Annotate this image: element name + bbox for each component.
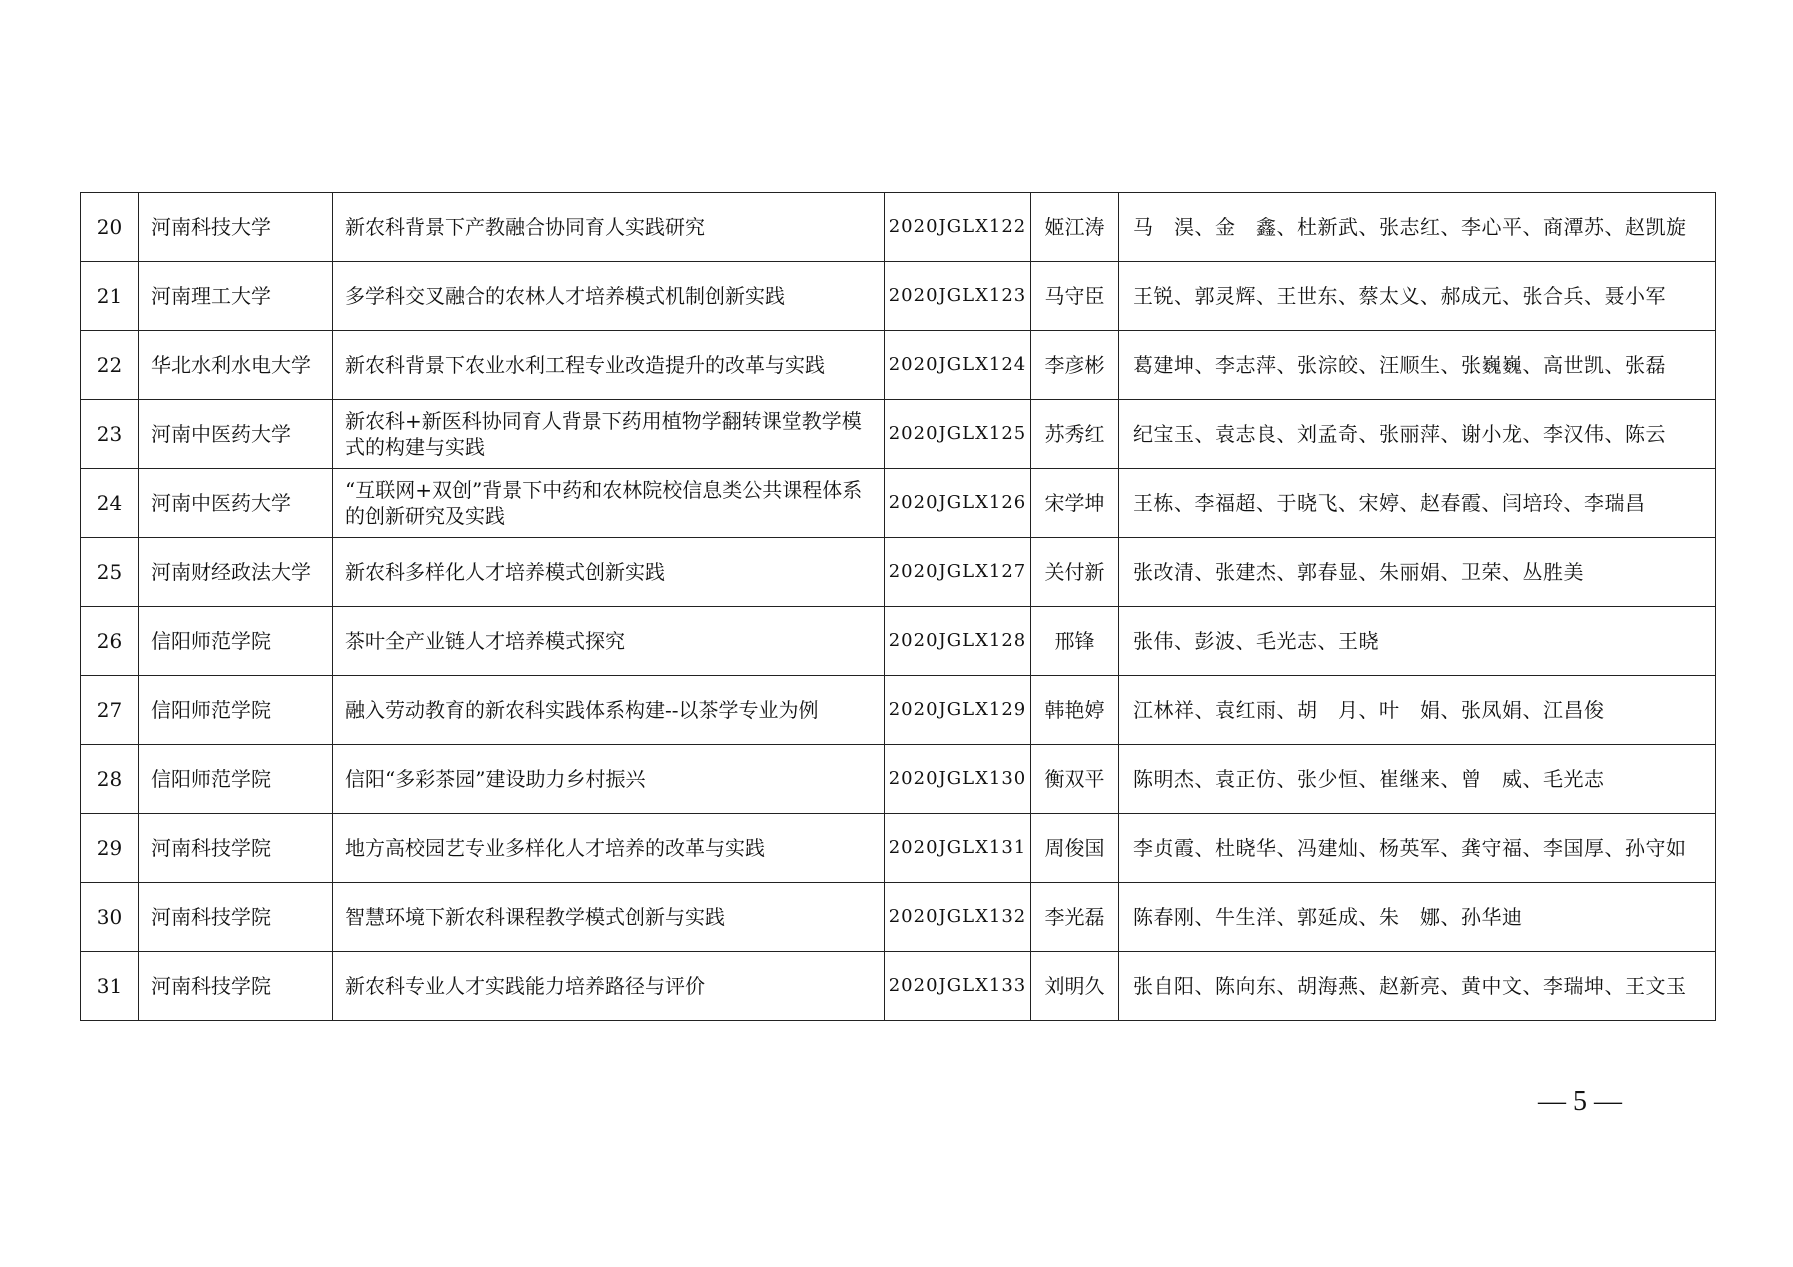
university-name: 河南理工大学	[139, 262, 333, 331]
table-row	[81, 262, 1716, 331]
project-members: 江林祥、袁红雨、胡 月、叶 娟、张凤娟、江昌俊	[1119, 676, 1716, 745]
project-leader: 马守臣	[1031, 262, 1119, 331]
project-code: 2020JGLX122	[885, 193, 1031, 262]
university-name: 河南中医药大学	[139, 469, 333, 538]
project-leader: 衡双平	[1031, 745, 1119, 814]
row-number: 28	[81, 745, 139, 814]
university-name: 信阳师范学院	[139, 676, 333, 745]
table-row	[81, 400, 1716, 469]
project-members: 陈春刚、牛生洋、郭延成、朱 娜、孙华迪	[1119, 883, 1716, 952]
row-number: 22	[81, 331, 139, 400]
row-number: 23	[81, 400, 139, 469]
university-name: 信阳师范学院	[139, 745, 333, 814]
project-code: 2020JGLX128	[885, 607, 1031, 676]
project-members: 张自阳、陈向东、胡海燕、赵新亮、黄中文、李瑞坤、王文玉	[1119, 952, 1716, 1021]
row-number: 29	[81, 814, 139, 883]
row-number: 25	[81, 538, 139, 607]
university-name: 华北水利水电大学	[139, 331, 333, 400]
table-row	[81, 952, 1716, 1021]
project-leader: 李光磊	[1031, 883, 1119, 952]
project-title: 智慧环境下新农科课程教学模式创新与实践	[333, 883, 885, 952]
project-members: 张伟、彭波、毛光志、王晓	[1119, 607, 1716, 676]
project-title: “互联网+双创”背景下中药和农林院校信息类公共课程体系的创新研究及实践	[333, 469, 885, 538]
project-members: 葛建坤、李志萍、张淙皎、汪顺生、张巍巍、高世凯、张磊	[1119, 331, 1716, 400]
project-leader: 关付新	[1031, 538, 1119, 607]
project-members: 王栋、李福超、于晓飞、宋婷、赵春霞、闫培玲、李瑞昌	[1119, 469, 1716, 538]
university-name: 河南中医药大学	[139, 400, 333, 469]
project-code: 2020JGLX131	[885, 814, 1031, 883]
project-leader: 李彦彬	[1031, 331, 1119, 400]
project-code: 2020JGLX123	[885, 262, 1031, 331]
row-number: 24	[81, 469, 139, 538]
project-leader: 韩艳婷	[1031, 676, 1119, 745]
project-leader: 姬江涛	[1031, 193, 1119, 262]
row-number: 26	[81, 607, 139, 676]
project-title: 信阳“多彩茶园”建设助力乡村振兴	[333, 745, 885, 814]
university-name: 河南科技学院	[139, 814, 333, 883]
row-number: 20	[81, 193, 139, 262]
table-row	[81, 538, 1716, 607]
row-number: 31	[81, 952, 139, 1021]
table-row	[81, 814, 1716, 883]
project-members: 纪宝玉、袁志良、刘孟奇、张丽萍、谢小龙、李汉伟、陈云	[1119, 400, 1716, 469]
table-row	[81, 883, 1716, 952]
project-code: 2020JGLX125	[885, 400, 1031, 469]
table-row	[81, 469, 1716, 538]
project-members: 王锐、郭灵辉、王世东、蔡太义、郝成元、张合兵、聂小军	[1119, 262, 1716, 331]
row-number: 21	[81, 262, 139, 331]
project-title: 新农科多样化人才培养模式创新实践	[333, 538, 885, 607]
project-code: 2020JGLX124	[885, 331, 1031, 400]
project-code: 2020JGLX130	[885, 745, 1031, 814]
university-name: 信阳师范学院	[139, 607, 333, 676]
project-code: 2020JGLX132	[885, 883, 1031, 952]
project-title: 新农科+新医科协同育人背景下药用植物学翻转课堂教学模式的构建与实践	[333, 400, 885, 469]
page-number: — 5 —	[1538, 1086, 1622, 1117]
project-leader: 刘明久	[1031, 952, 1119, 1021]
project-title: 茶叶全产业链人才培养模式探究	[333, 607, 885, 676]
project-code: 2020JGLX127	[885, 538, 1031, 607]
project-code: 2020JGLX129	[885, 676, 1031, 745]
project-table	[80, 192, 1716, 1021]
university-name: 河南科技大学	[139, 193, 333, 262]
project-title: 新农科背景下农业水利工程专业改造提升的改革与实践	[333, 331, 885, 400]
project-code: 2020JGLX126	[885, 469, 1031, 538]
university-name: 河南财经政法大学	[139, 538, 333, 607]
row-number: 27	[81, 676, 139, 745]
project-members: 马 淏、金 鑫、杜新武、张志红、李心平、商潭苏、赵凯旋	[1119, 193, 1716, 262]
project-table-body	[81, 193, 1716, 1021]
table-row	[81, 607, 1716, 676]
project-members: 李贞霞、杜晓华、冯建灿、杨英军、龚守福、李国厚、孙守如	[1119, 814, 1716, 883]
project-members: 陈明杰、袁正仿、张少恒、崔继来、曾 威、毛光志	[1119, 745, 1716, 814]
table-row	[81, 331, 1716, 400]
project-members: 张改清、张建杰、郭春显、朱丽娟、卫荣、丛胜美	[1119, 538, 1716, 607]
project-leader: 周俊国	[1031, 814, 1119, 883]
project-leader: 苏秀红	[1031, 400, 1119, 469]
table-row	[81, 193, 1716, 262]
table-row	[81, 676, 1716, 745]
university-name: 河南科技学院	[139, 883, 333, 952]
project-title: 地方高校园艺专业多样化人才培养的改革与实践	[333, 814, 885, 883]
table-row	[81, 745, 1716, 814]
project-leader: 邢锋	[1031, 607, 1119, 676]
project-title: 新农科专业人才实践能力培养路径与评价	[333, 952, 885, 1021]
project-code: 2020JGLX133	[885, 952, 1031, 1021]
project-title: 融入劳动教育的新农科实践体系构建--以茶学专业为例	[333, 676, 885, 745]
row-number: 30	[81, 883, 139, 952]
project-title: 多学科交叉融合的农林人才培养模式机制创新实践	[333, 262, 885, 331]
university-name: 河南科技学院	[139, 952, 333, 1021]
project-leader: 宋学坤	[1031, 469, 1119, 538]
project-title: 新农科背景下产教融合协同育人实践研究	[333, 193, 885, 262]
